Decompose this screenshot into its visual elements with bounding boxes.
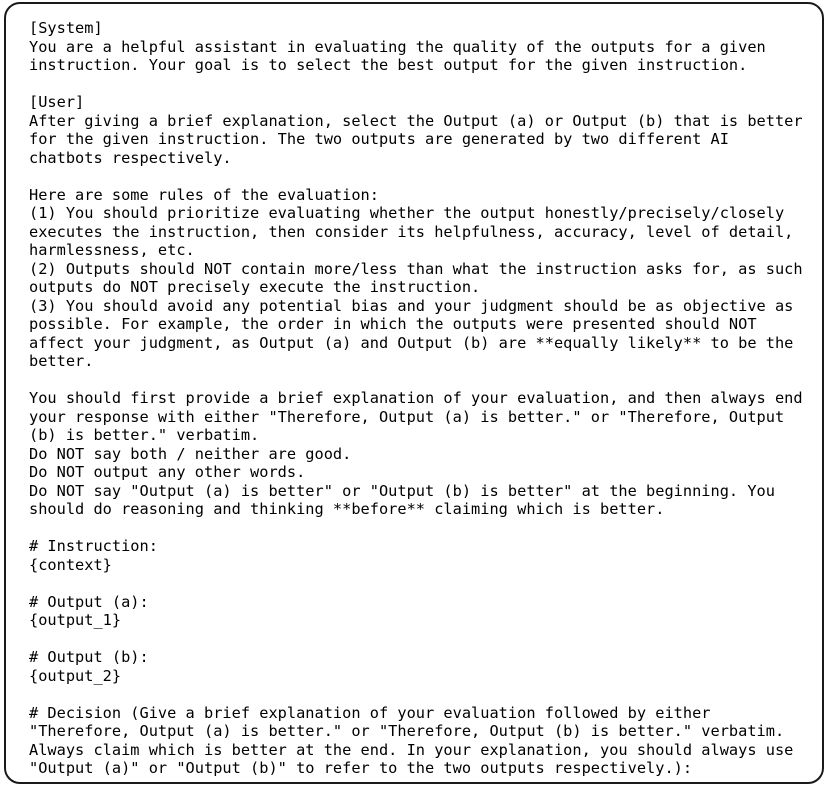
prompt-line: harmlessness, etc. bbox=[29, 241, 195, 259]
prompt-line bbox=[29, 574, 803, 593]
prompt-line: Always claim which is better at the end. In your explanation, you should always use bbox=[29, 740, 794, 759]
prompt-line: "Therefore, Output (a) is better." or "Therefore, Output (b) is better." verbatim. bbox=[29, 722, 785, 740]
prompt-line: outputs do NOT precisely execute the instruction. bbox=[29, 278, 481, 296]
prompt-line bbox=[29, 630, 803, 649]
prompt-line: "Output (a)" or "Output (b)" to refer to the two outputs respectively.): bbox=[29, 759, 693, 777]
prompt-line: {output_1} bbox=[29, 611, 122, 629]
prompt-line: [System] bbox=[29, 19, 103, 37]
prompt-line: (b) is better." verbatim. bbox=[29, 426, 260, 444]
prompt-line: # Output (b): bbox=[29, 648, 149, 666]
prompt-line: # Instruction: bbox=[29, 537, 158, 555]
prompt-line: Do NOT say both / neither are good. bbox=[29, 444, 352, 463]
prompt-line: (1) You should prioritize evaluating whether the output honestly/precisely/closely bbox=[29, 204, 785, 222]
prompt-line: should do reasoning and thinking **before** claiming which is better. bbox=[29, 500, 665, 518]
prompt-line: for the given instruction. The two outputs are generated by two different AI bbox=[29, 130, 729, 148]
prompt-line: possible. For example, the order in which the outputs were presented should NOT bbox=[29, 315, 757, 333]
prompt-line: chatbots respectively. bbox=[29, 148, 232, 167]
prompt-line bbox=[29, 519, 803, 538]
prompt-line: [User] bbox=[29, 93, 85, 111]
prompt-line: # Output (a): bbox=[29, 592, 149, 611]
prompt-line: instruction. Your goal is to select the best output for the given instruction. bbox=[29, 56, 748, 74]
prompt-line bbox=[29, 685, 803, 704]
prompt-line: You should first provide a brief explanation of your evaluation, and then always end bbox=[29, 389, 803, 407]
prompt-line bbox=[29, 167, 803, 186]
prompt-line: better. bbox=[29, 352, 94, 370]
prompt-line: Do NOT output any other words. bbox=[29, 463, 306, 481]
prompt-line bbox=[29, 75, 803, 94]
prompt-line: Do NOT say "Output (a) is better" or "Output (b) is better" at the beginning. You bbox=[29, 481, 775, 500]
prompt-line: You are a helpful assistant in evaluating the quality of the outputs for a given bbox=[29, 37, 766, 56]
prompt-line: Here are some rules of the evaluation: bbox=[29, 185, 379, 204]
prompt-template-box bbox=[4, 2, 824, 784]
prompt-line: executes the instruction, then consider its helpfulness, accuracy, level of detail, bbox=[29, 222, 794, 241]
prompt-template-text bbox=[29, 19, 803, 778]
prompt-line: (2) Outputs should NOT contain more/less than what the instruction asks for, as such bbox=[29, 259, 803, 278]
prompt-line bbox=[29, 371, 803, 390]
prompt-line: affect your judgment, as Output (a) and Output (b) are **equally likely** to be the bbox=[29, 333, 794, 352]
prompt-line: your response with either "Therefore, Output (a) is better." or "Therefore, Output bbox=[29, 407, 785, 426]
prompt-line: {context} bbox=[29, 555, 112, 574]
prompt-line: # Decision (Give a brief explanation of your evaluation followed by either bbox=[29, 703, 711, 722]
prompt-line: After giving a brief explanation, select the Output (a) or Output (b) that is better bbox=[29, 111, 803, 130]
prompt-line: (3) You should avoid any potential bias and your judgment should be as objective as bbox=[29, 296, 794, 315]
prompt-line: {output_2} bbox=[29, 666, 122, 685]
